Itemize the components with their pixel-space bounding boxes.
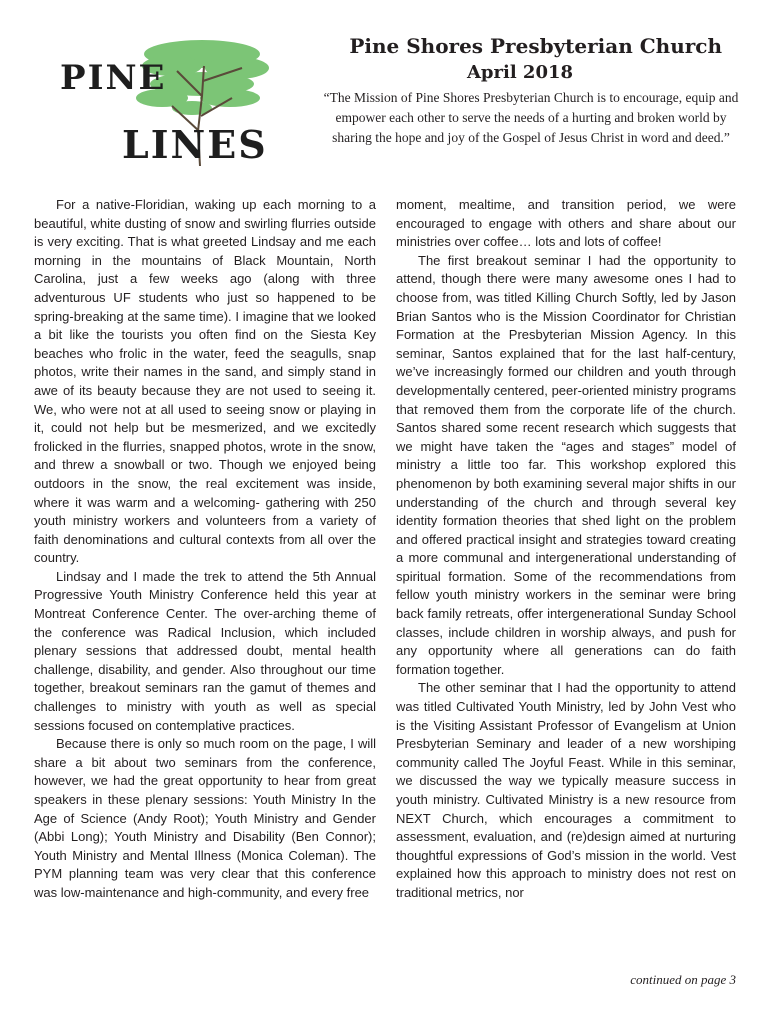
mission-statement: “The Mission of Pine Shores Presbyterian Church is to encourage, equip and empower each other to serve the needs of a hurting and broken world by sharing the hope and joy of the Gospel of Jesus Christ in word and deed.”: [323, 90, 739, 145]
continued-note: continued on page 3: [630, 972, 736, 987]
article-paragraph: For a native-Floridian, waking up each morning to a beautiful, white dusting of snow and swirling flurries outside is very exciting. That is what greeted Lindsay and me each morning in the mountains of Black Mountain, North Carolina, just a few weeks ago (along with three adventurous UF students who just so happened to be spring-breaking at the same time). I imagine that we looked a bit like the tourists you often find on the Siesta Key beaches who frolic in the water, feed the seagulls, snap photos, write their names in the sand, and simply stand in awe of its beauty because they are not used to seeing it. We, who were not at all used to seeing snow or playing in it, could not help but be mesmerized, and we excitedly frolicked in the flurries, snapped photos, wrote in the snow, and threw a snowball or two. Though we enjoyed being outdoors in the snow, the real excitement was inside, where it was warm and a welcoming- gathering with 250 youth ministry workers and volunteers from a variety of faith denominations and cultural contexts from all over the country.: [34, 197, 376, 566]
article-paragraph: Lindsay and I made the trek to attend the 5th Annual Progressive Youth Ministry Conference held this year at Montreat Conference Center. The over-arching theme of the conference was Radical Inclusion, which included plenary sessions that addressed doubt, mental health challenge, disability, and gender. Also throughout our time together, breakout seminars ran the gamut of themes and challenges to ministry with youth as well as special sessions focused on contemplative practices.: [34, 568, 376, 733]
article-paragraph: Because there is only so much room on the page, I will share a bit about two seminars from the conference, however, we had the great opportunity to hear from great speakers in these plenary sessions: Youth Ministry In the Age of Science (Andy Root); Youth Ministry and Gender (Abbi Long); Youth Ministry and Disability (Ben Connor); Youth Ministry and Mental Illness (Monica Coleman). The PYM planning team was very clear that this conference was low-maintenance and high-community, and every free: [34, 736, 376, 900]
article-paragraph: moment, mealtime, and transition period, we were encouraged to engage with others and share about our ministries over coffee… lots and lots of coffee!: [396, 197, 736, 250]
logo-word-pine: PINE: [60, 58, 167, 98]
logo-word-lines: LINES: [122, 122, 268, 167]
article-paragraph: The first breakout seminar I had the opportunity to attend, though there were many awesome ones I had to choose from, was titled Killing Church Softly, led by Jason Brian Santos who is the Mission Coordinator for Christian Formation at the Presbyterian Mission Agency. In this seminar, Santos explained that for the last half-century, we’ve increasingly formed our children and youth through developmentally centered, peer-oriented ministry programs that removed them from the corporate life of the church. Santos shared some recent research which suggests that we might have taken the “ages and stages” model of ministry a little too far. This workshop explored this phenomenon by both examining several major shifts in our understanding of the church and through several key identity formation theories that shed light on the problem and offered practical insight and strategies toward creating a more communal and intergenerational understanding of spiritual formation. Some of the recommendations from fellow youth ministry workers in the seminar were bring back family retreats, offer intergenerational Sunday School classes, include children in worship always, and push for any opportunity where all generations can do faith formation together.: [396, 252, 736, 677]
issue-date: April 2018: [466, 62, 574, 83]
masthead: [0, 0, 770, 185]
article-column-right: [396, 196, 736, 903]
article-paragraph: The other seminar that I had the opportunity to attend was titled Cultivated Youth Ministry, led by John Vest who is the Visiting Assistant Professor of Evangelism at Union Presbyterian Seminary and leader of a new worshiping community called The Joyful Feast. While in this seminar, we discussed the way we typically measure success in youth ministry. Cultivated Ministry is a new resource from NEXT Church, which encourages a commitment to assessment, evaluation, and (re)design aimed at nurturing thoughtful expressions of God’s mission in the world. Vest explained how this approach to ministry does not rest on traditional metrics, nor: [396, 680, 736, 900]
article-column-left: [34, 196, 376, 903]
pine-lines-logo: [52, 36, 277, 176]
church-name: Pine Shores Presbyterian Church: [349, 34, 722, 58]
